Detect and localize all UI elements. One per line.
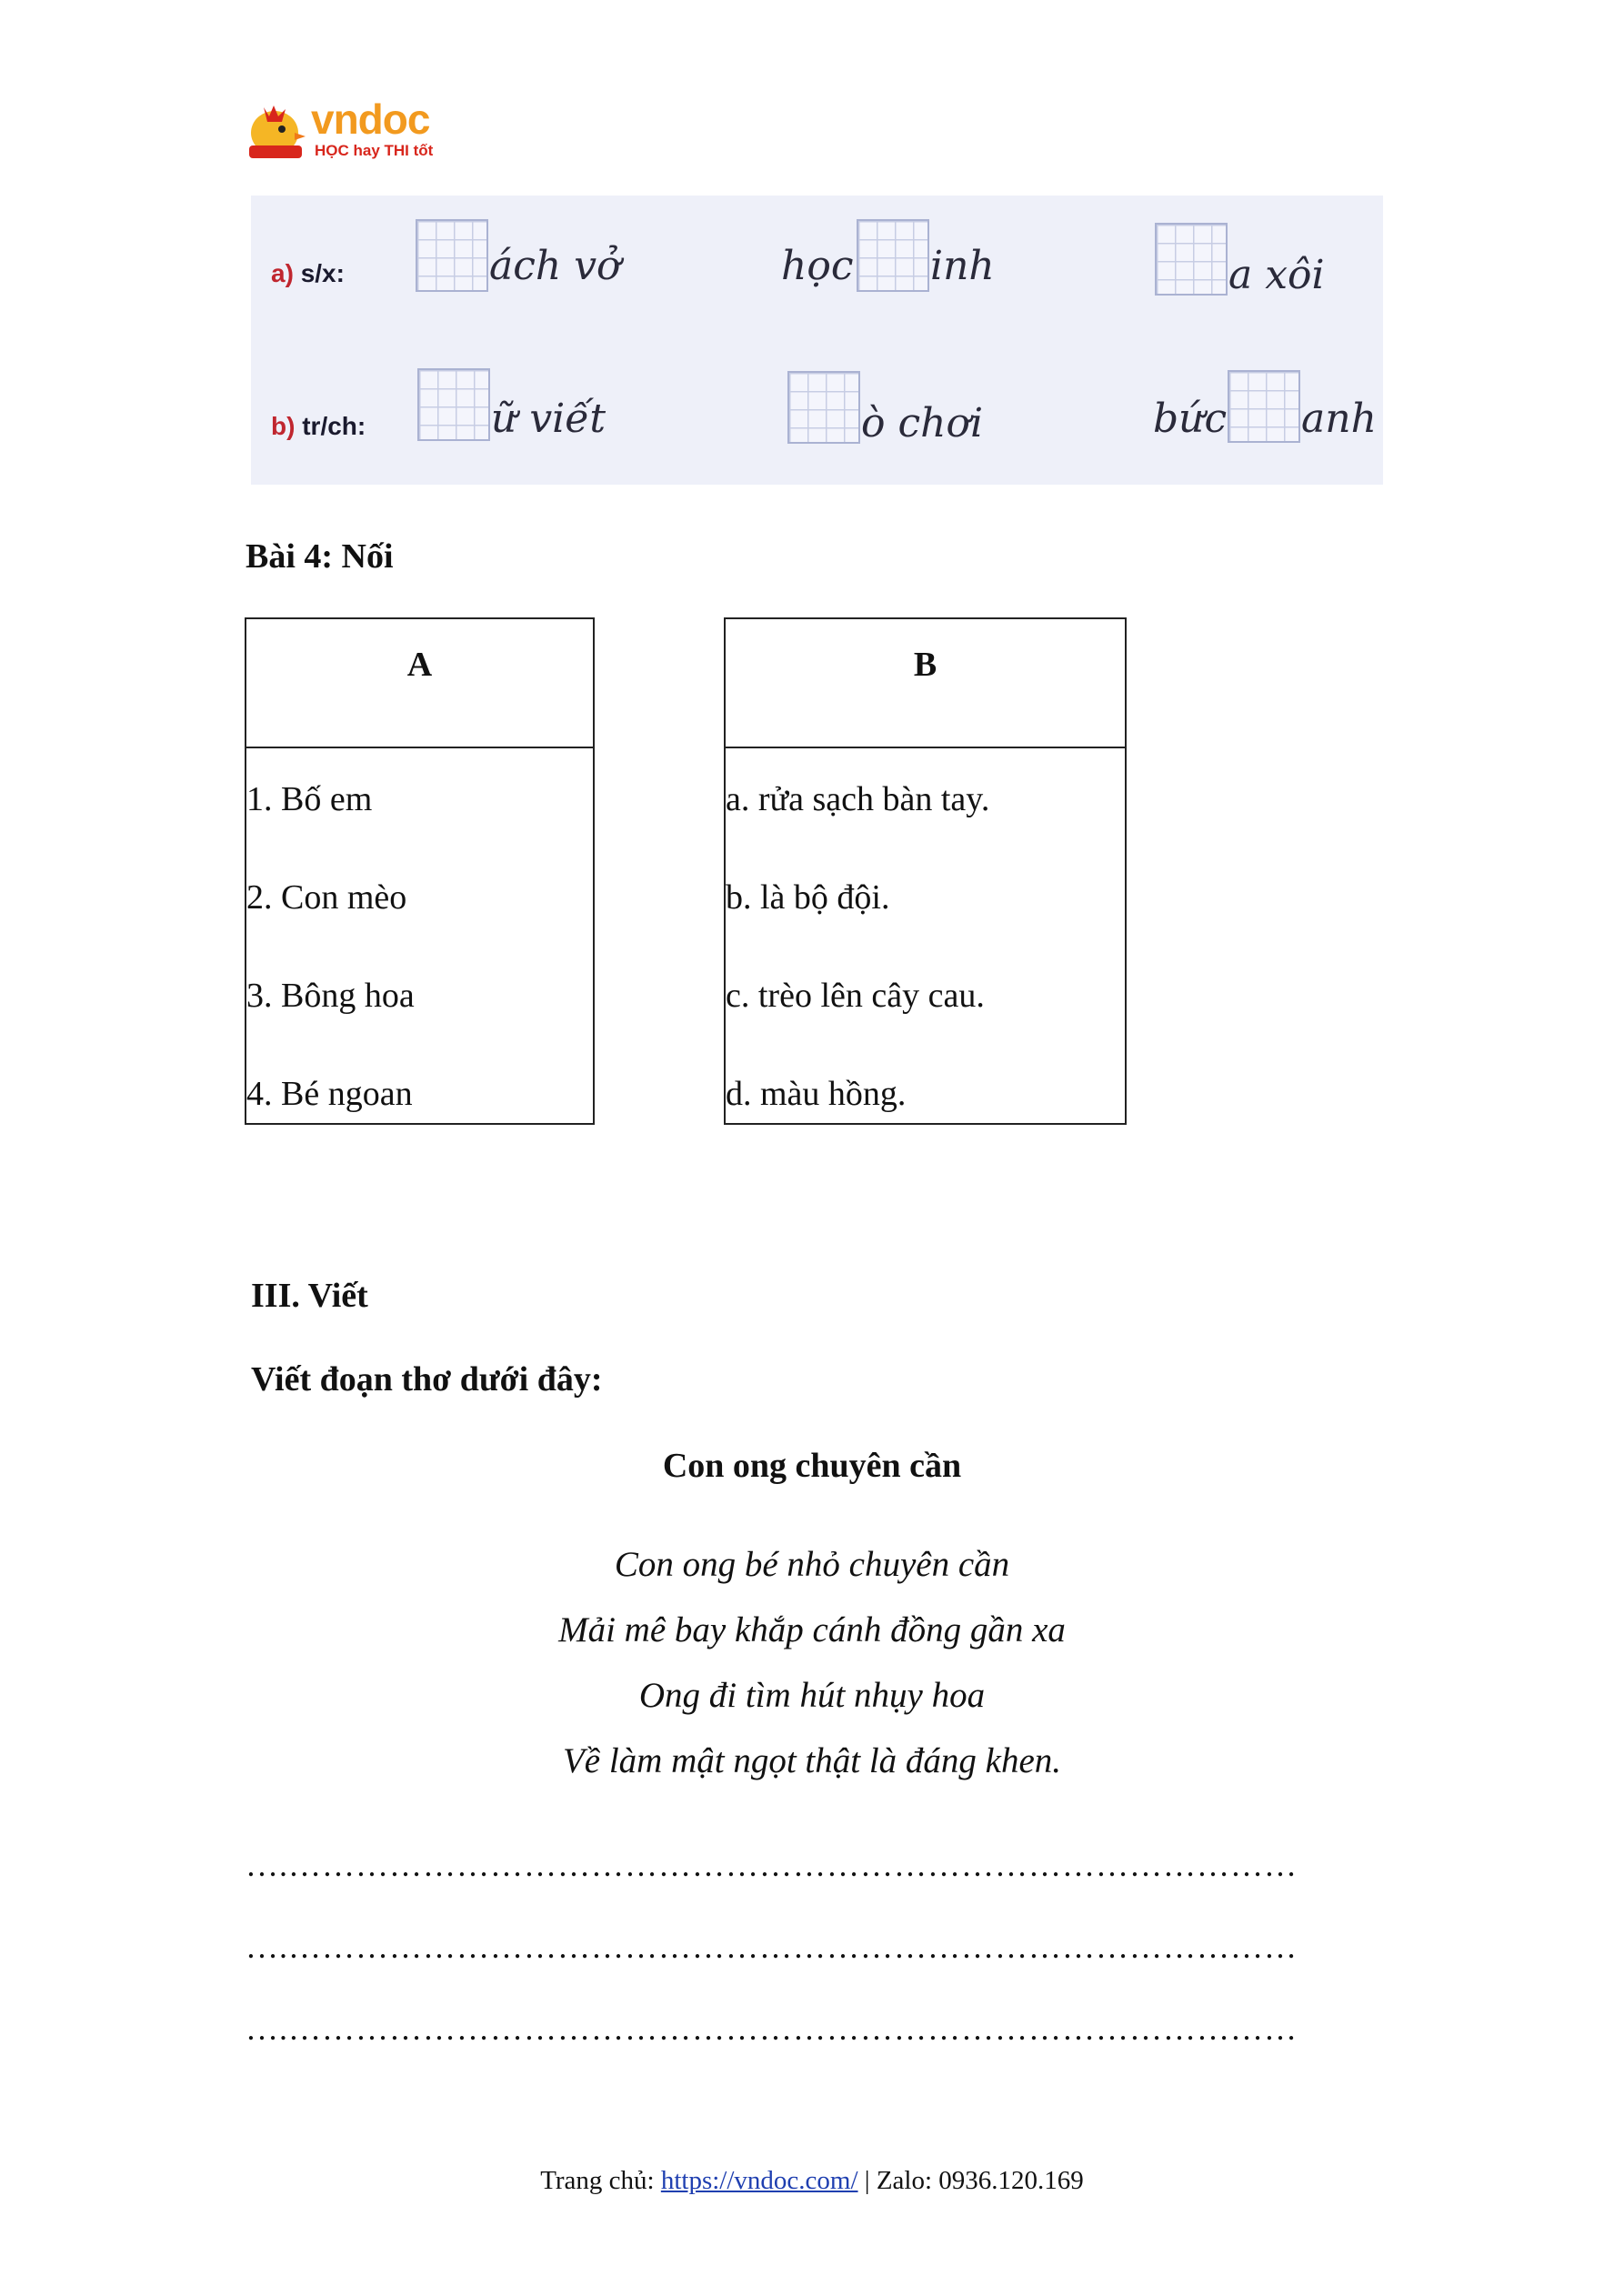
page-footer (0, 2166, 1624, 2196)
poem-line: Mải mê bay khắp cánh đồng gần xa (558, 1610, 1066, 1649)
answer-line[interactable]: ….……………………………………………………………………………… (246, 2010, 1298, 2047)
section-title: III. Viết (251, 1277, 368, 1315)
blank-box (857, 219, 929, 292)
row-b-prefix: b) (271, 412, 296, 440)
row-a-letters: s/x: (300, 259, 345, 287)
list-item: 2. Con mèo (246, 878, 407, 917)
footer-prefix: Trang chủ: (540, 2166, 661, 2195)
word-suffix: ữ viết (491, 396, 606, 442)
bai4-title: Bài 4: Nối (246, 537, 394, 576)
word-suffix: ách vở (489, 243, 621, 289)
blank-box (1228, 370, 1300, 443)
match-table-a (245, 617, 595, 1125)
list-item: 4. Bé ngoan (246, 1075, 413, 1113)
answer-line[interactable]: ….……………………………………………………………………………… (246, 1847, 1298, 1883)
col-b-header: B (725, 618, 1126, 747)
answer-line[interactable]: ….……………………………………………………………………………… (246, 1929, 1298, 1965)
vndoc-logo (244, 96, 453, 169)
word-suffix: inh (930, 243, 995, 289)
row-b-label (271, 412, 366, 441)
spelling-exercise-image (251, 196, 1383, 485)
blank-box (1155, 223, 1228, 296)
word-prefix: bức (1153, 396, 1228, 442)
poem-line: Ong đi tìm hút nhụy hoa (638, 1676, 986, 1715)
word-suffix: ò chơi (861, 400, 984, 446)
homepage-link[interactable]: https://vndoc.com/ (660, 2166, 858, 2195)
logo-tagline: HỌC hay THI tốt (315, 142, 434, 159)
blank-box (787, 371, 860, 444)
list-item: b. là bộ đội. (726, 878, 890, 917)
list-item: a. rửa sạch bàn tay. (726, 780, 990, 818)
list-item: d. màu hồng. (726, 1075, 907, 1113)
instruction: Viết đoạn thơ dưới đây: (251, 1360, 603, 1399)
poem-line: Về làm mật ngọt thật là đáng khen. (562, 1741, 1062, 1780)
poem-title: Con ong chuyên cần (662, 1447, 962, 1485)
list-item: 1. Bố em (246, 780, 373, 818)
match-table-b (724, 617, 1127, 1125)
word-suffix: a xôi (1228, 252, 1325, 298)
col-a-header: A (246, 618, 594, 747)
list-item: c. trèo lên cây cau. (726, 977, 985, 1015)
blank-box (417, 368, 490, 441)
row-a-label (271, 259, 345, 288)
row-b-letters: tr/ch: (302, 412, 366, 440)
poem-line: Con ong bé nhỏ chuyên cần (614, 1545, 1010, 1584)
word-suffix: anh (1301, 396, 1377, 442)
list-item: 3. Bông hoa (246, 977, 415, 1015)
logo-brand: vndoc (311, 95, 430, 143)
footer-contact: | Zalo: 0936.120.169 (857, 2166, 1084, 2195)
mascot-icon (244, 98, 309, 164)
row-a-prefix: a) (271, 259, 294, 287)
blank-box (416, 219, 488, 292)
word-prefix: học (781, 243, 854, 289)
